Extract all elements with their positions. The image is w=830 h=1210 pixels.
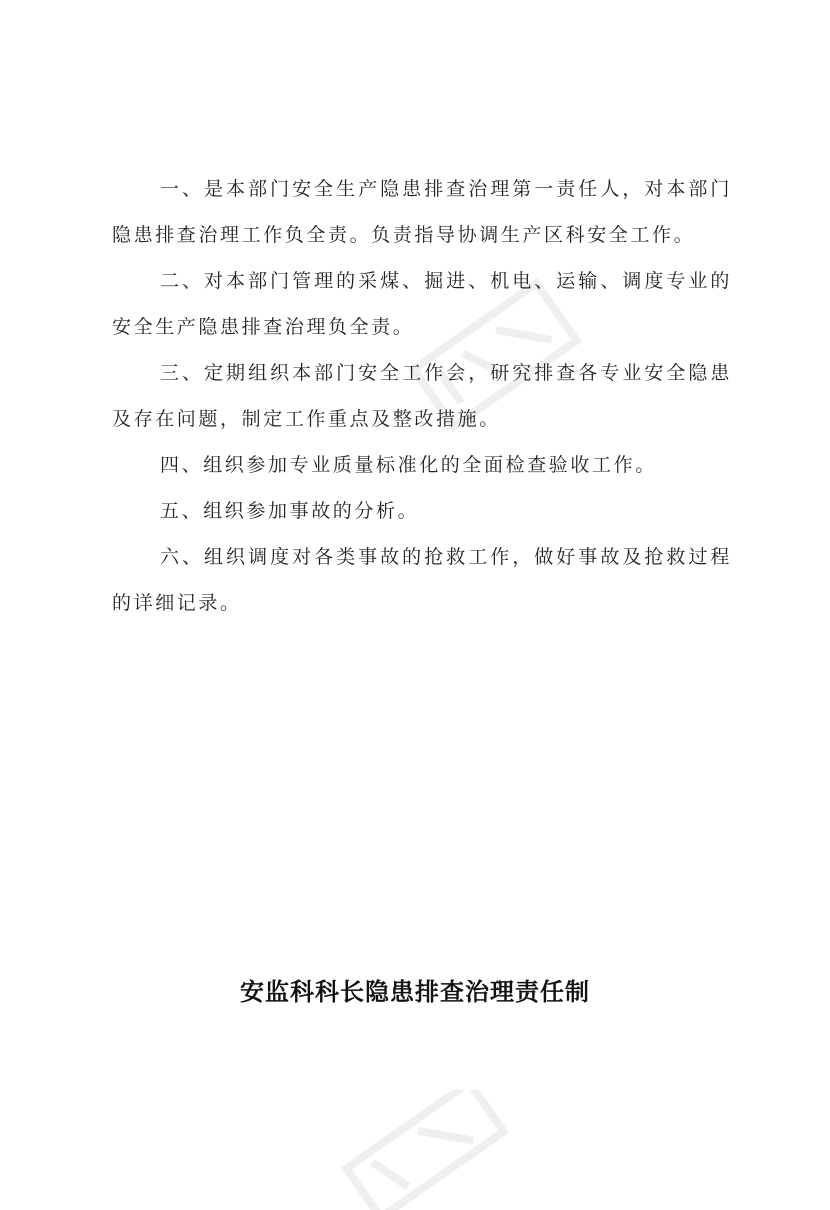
- paragraph-1: 一、是本部门安全生产隐患排查治理第一责任人，对本部门隐患排查治理工作负全责。负责指导协调生产区科安全工作。: [112, 178, 732, 246]
- paragraph-6: 六、组织调度对各类事故的抢救工作，做好事故及抢救过程的详细记录。: [112, 546, 732, 614]
- section-title: 安监科科长隐患排查治理责任制: [240, 978, 590, 1006]
- paragraph-2: 二、对本部门管理的采煤、掘进、机电、运输、调度专业的安全生产隐患排查治理负全责。: [112, 270, 732, 338]
- paragraph-4: 四、组织参加专业质量标准化的全面检查验收工作。: [160, 454, 657, 476]
- watermark-icon: [330, 1090, 520, 1210]
- paragraph-5: 五、组织参加事故的分析。: [160, 500, 420, 522]
- body-text: [112, 166, 732, 626]
- paragraph-3: 三、定期组织本部门安全工作会，研究排查各专业安全隐患及存在问题，制定工作重点及整改措施。: [112, 362, 732, 430]
